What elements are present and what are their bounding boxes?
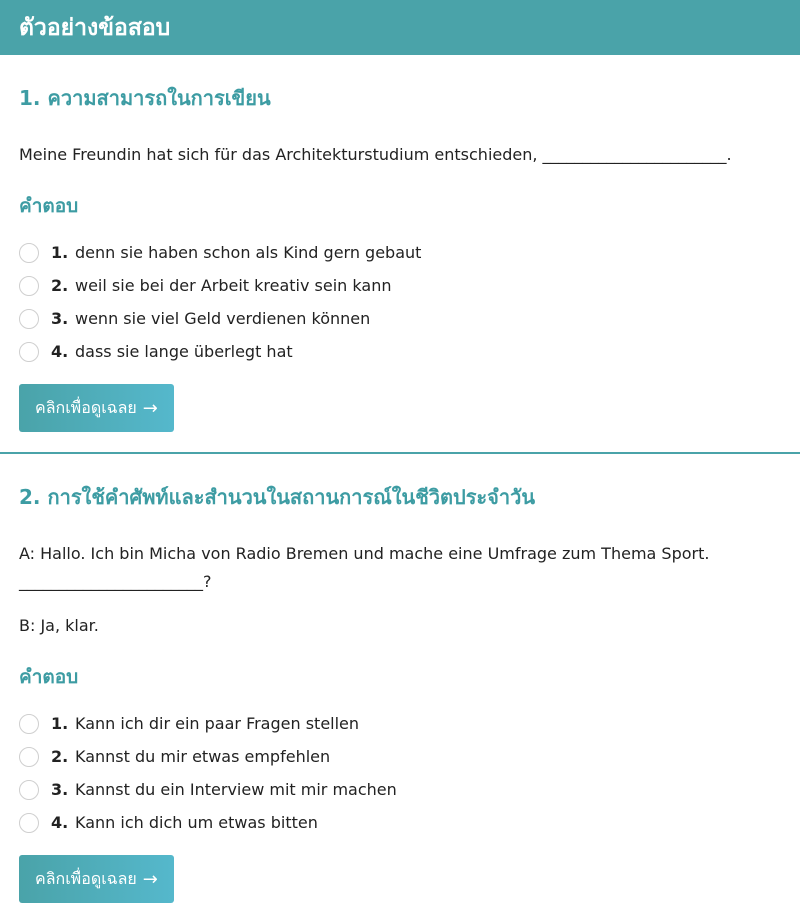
answer-option[interactable]	[19, 302, 781, 335]
section-divider	[0, 452, 800, 454]
radio-button[interactable]	[19, 243, 39, 263]
option-text: Kannst du mir etwas empfehlen	[75, 747, 331, 766]
radio-button[interactable]	[19, 747, 39, 767]
answer-option[interactable]	[19, 806, 781, 839]
show-answer-label: คลิกเพื่อดูเฉลย	[35, 868, 137, 888]
arrow-right-icon: →	[142, 868, 158, 890]
option-text: denn sie haben schon als Kind gern gebaut	[75, 243, 422, 262]
page-title: ตัวอย่างข้อสอบ	[19, 14, 171, 41]
radio-button[interactable]	[19, 780, 39, 800]
question-title: 1. ความสามารถในการเขียน	[19, 86, 271, 110]
radio-button[interactable]	[19, 276, 39, 296]
option-text: Kann ich dir ein paar Fragen stellen	[75, 714, 360, 733]
option-number: 2.	[51, 747, 69, 766]
show-answer-button[interactable]	[19, 384, 174, 432]
answer-option[interactable]	[19, 269, 781, 302]
radio-button[interactable]	[19, 813, 39, 833]
question-section-2	[0, 481, 800, 903]
answer-heading: คำตอบ	[19, 666, 79, 688]
answer-option[interactable]	[19, 236, 781, 269]
option-number: 1.	[51, 243, 69, 262]
radio-button[interactable]	[19, 309, 39, 329]
answer-option[interactable]	[19, 707, 781, 740]
question-text: Meine Freundin hat sich für das Architekturstudium entschieden, _______________________.	[19, 145, 732, 164]
radio-button[interactable]	[19, 714, 39, 734]
question-blank: _______________________?	[19, 572, 212, 591]
answer-option[interactable]	[19, 740, 781, 773]
show-answer-button[interactable]	[19, 855, 174, 903]
option-number: 3.	[51, 780, 69, 799]
answer-options	[19, 236, 781, 368]
option-number: 2.	[51, 276, 69, 295]
question-section-1	[0, 82, 800, 432]
option-text: dass sie lange überlegt hat	[75, 342, 293, 361]
option-number: 4.	[51, 342, 69, 361]
show-answer-label: คลิกเพื่อดูเฉลย	[35, 397, 137, 417]
option-text: Kannst du ein Interview mit mir machen	[75, 780, 397, 799]
option-number: 4.	[51, 813, 69, 832]
arrow-right-icon: →	[142, 397, 158, 419]
question-text: A: Hallo. Ich bin Micha von Radio Bremen und mache eine Umfrage zum Thema Sport.	[19, 544, 710, 563]
question-title: 2. การใช้คำศัพท์และสำนวนในสถานการณ์ในชีวิตประจำวัน	[19, 485, 536, 509]
option-number: 1.	[51, 714, 69, 733]
answer-option[interactable]	[19, 773, 781, 806]
option-number: 3.	[51, 309, 69, 328]
question-reply: B: Ja, klar.	[19, 616, 99, 635]
answer-heading: คำตอบ	[19, 195, 79, 217]
option-text: wenn sie viel Geld verdienen können	[75, 309, 371, 328]
radio-button[interactable]	[19, 342, 39, 362]
page-header	[0, 0, 800, 55]
answer-option[interactable]	[19, 335, 781, 368]
option-text: weil sie bei der Arbeit kreativ sein kann	[75, 276, 392, 295]
option-text: Kann ich dich um etwas bitten	[75, 813, 318, 832]
answer-options	[19, 707, 781, 839]
